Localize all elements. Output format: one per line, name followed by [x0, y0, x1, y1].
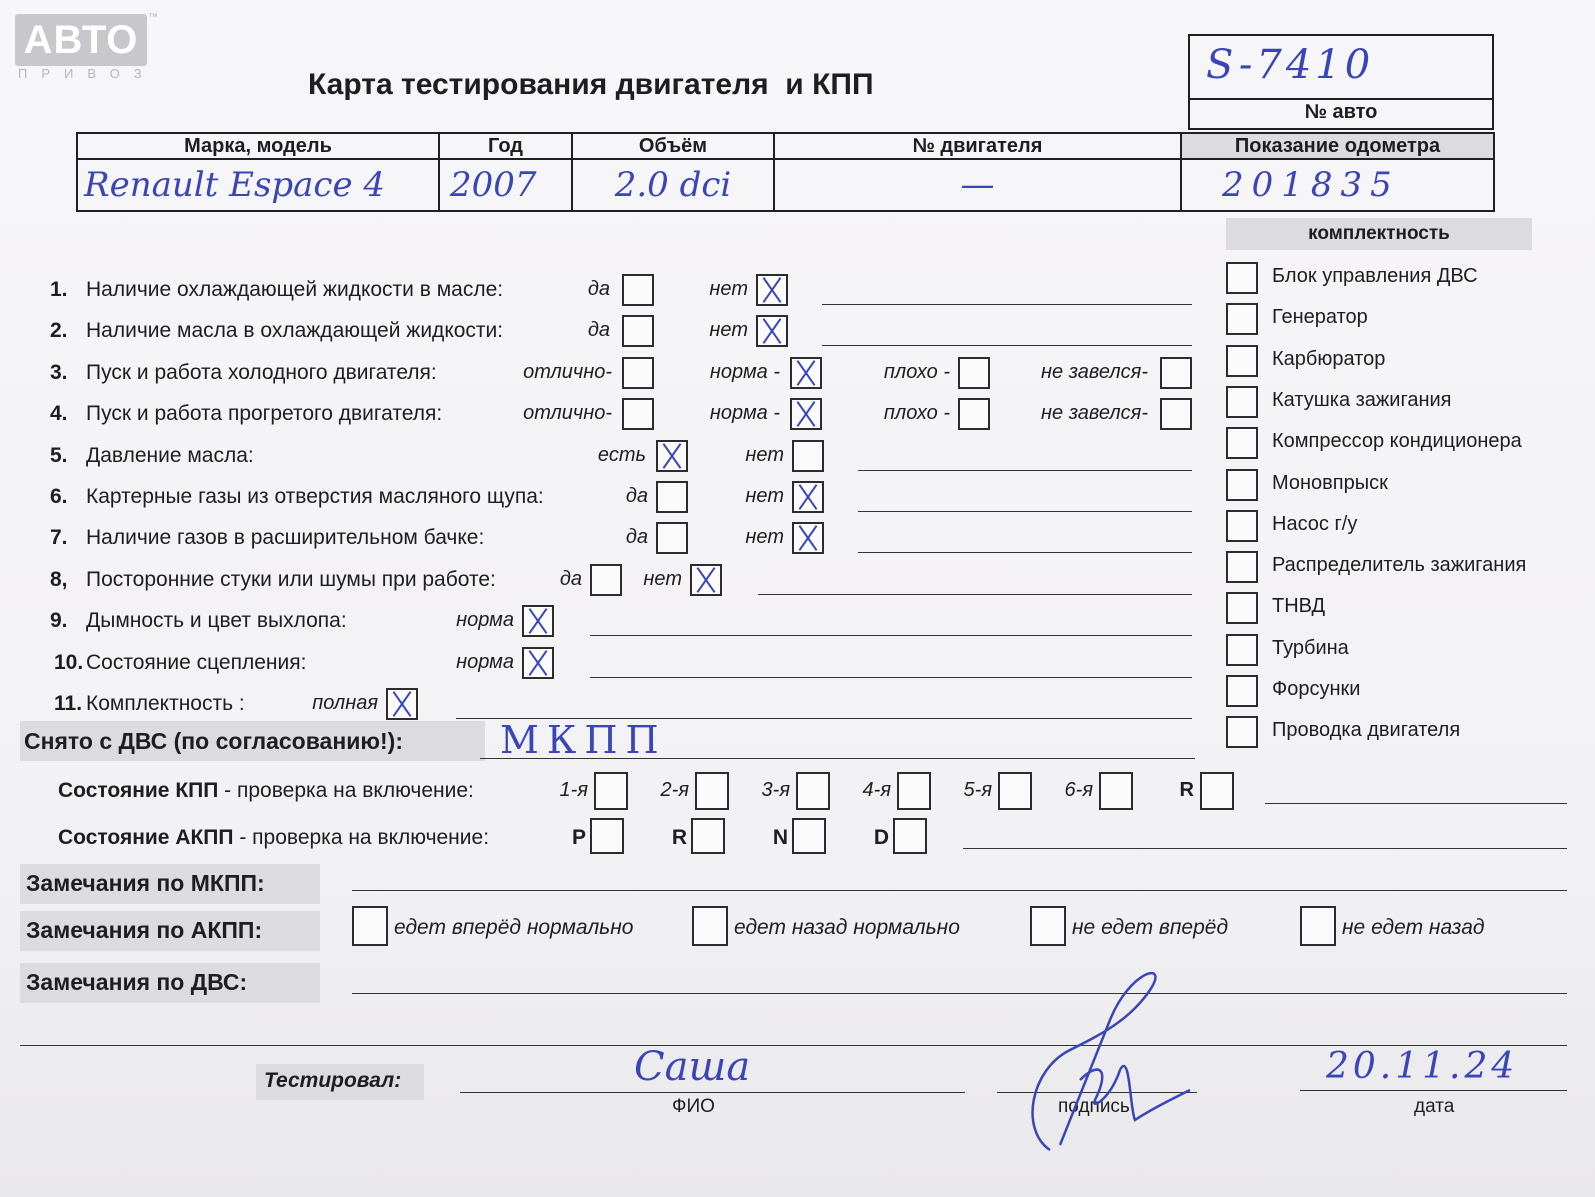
option-label: норма: [456, 609, 514, 632]
page-title: Карта тестирования двигателя и КПП: [308, 68, 874, 101]
auto-number-label: № авто: [1304, 101, 1378, 123]
vehicle-info-table: [76, 132, 1495, 212]
remarks-dvs-label: Замечания по ДВС:: [26, 969, 248, 995]
option-checkbox[interactable]: [790, 398, 822, 430]
test-date: 20.11.24: [1326, 1046, 1519, 1087]
option-label: нет: [745, 526, 784, 549]
question-number: 2.: [50, 319, 68, 343]
col-engine-no: № двигателя: [912, 134, 1043, 157]
akpp-mode-checkbox[interactable]: [893, 818, 927, 854]
option-label: плохо -: [883, 402, 950, 425]
col-odometer: Показание одометра: [1234, 134, 1441, 157]
option-checkbox[interactable]: [656, 522, 688, 554]
tested-label: Тестировал:: [264, 1069, 402, 1092]
question-text: Давление масла:: [86, 443, 254, 467]
option-label: да: [625, 526, 648, 549]
kit-item-label: Форсунки: [1272, 678, 1361, 700]
kit-item-label: Компрессор кондиционера: [1272, 430, 1522, 453]
akpp-remark-checkbox[interactable]: [692, 906, 728, 946]
option-label: отлично-: [523, 402, 612, 425]
option-checkbox[interactable]: [1160, 357, 1192, 389]
gear-checkbox[interactable]: [695, 772, 729, 810]
option-checkbox[interactable]: [756, 274, 788, 306]
kit-checkbox[interactable]: [1226, 634, 1258, 666]
year-value: 2007: [450, 165, 537, 205]
option-checkbox[interactable]: [622, 398, 654, 430]
akpp-mode-label: D: [873, 826, 889, 849]
date-caption: дата: [1414, 1096, 1455, 1117]
akpp-remark-label: едет назад нормально: [734, 916, 960, 939]
option-label: нет: [709, 319, 748, 342]
removed-label: Снято с ДВС (по согласованию!):: [24, 728, 403, 754]
question-number: 3.: [50, 360, 68, 384]
answer-line: [590, 635, 1192, 636]
option-label: да: [587, 319, 610, 342]
answer-line: [590, 677, 1192, 678]
option-checkbox[interactable]: [386, 688, 418, 720]
name-caption: ФИО: [672, 1096, 715, 1117]
option-checkbox[interactable]: [656, 481, 688, 513]
option-label: есть: [597, 443, 646, 466]
option-label: плохо -: [883, 360, 950, 383]
option-label: не завелся-: [1041, 360, 1148, 383]
logo-tm: ™: [148, 12, 158, 23]
option-checkbox[interactable]: [522, 647, 554, 679]
akpp-mode-checkbox[interactable]: [590, 818, 624, 854]
kit-checkbox[interactable]: [1226, 592, 1258, 624]
question-text: Состояние сцепления:: [86, 650, 307, 674]
option-checkbox[interactable]: [790, 357, 822, 389]
option-checkbox[interactable]: [622, 315, 654, 347]
question-number: 9.: [50, 609, 68, 633]
gear-checkbox[interactable]: [1200, 772, 1234, 810]
kit-item-label: Моновпрыск: [1272, 471, 1388, 494]
akpp-remark-label: едет вперёд нормально: [394, 916, 634, 939]
option-checkbox[interactable]: [1160, 398, 1192, 430]
akpp-mode-label: R: [671, 826, 687, 849]
option-checkbox[interactable]: [792, 440, 824, 472]
kit-item-label: Генератор: [1272, 306, 1368, 329]
logo-subtitle: ПРИВОЗ: [18, 66, 156, 81]
option-checkbox[interactable]: [958, 357, 990, 389]
question-number: 8,: [50, 567, 68, 591]
option-label: норма -: [709, 402, 780, 425]
question-number: 1.: [50, 278, 68, 301]
akpp-remark-label: не едет вперёд: [1072, 916, 1229, 939]
question-text: Пуск и работа холодного двигателя:: [86, 360, 437, 384]
engine-no-value: —: [960, 165, 995, 205]
answer-line: [858, 552, 1192, 553]
question-text: Комплектность :: [86, 692, 245, 715]
answer-line: [858, 511, 1192, 512]
question-text: Наличие масла в охлаждающей жидкости:: [86, 319, 504, 343]
kit-item-label: ТНВД: [1272, 595, 1326, 618]
model-value: Renault Espace 4: [84, 165, 386, 205]
gear-checkbox[interactable]: [796, 772, 830, 810]
answer-line: [758, 594, 1192, 595]
option-checkbox[interactable]: [622, 274, 654, 306]
auto-number-box: [1188, 34, 1494, 130]
option-checkbox[interactable]: [622, 357, 654, 389]
gear-label: 2-я: [660, 779, 689, 801]
kit-checkbox[interactable]: [1226, 675, 1258, 707]
question-number: 6.: [50, 485, 68, 508]
kit-checkbox[interactable]: [1226, 345, 1258, 377]
gear-checkbox[interactable]: [998, 772, 1032, 810]
kit-item-label: Проводка двигателя: [1272, 719, 1461, 742]
akpp-mode-checkbox[interactable]: [691, 818, 725, 854]
signature-caption: подпись: [1058, 1096, 1130, 1117]
question-text: Пуск и работа прогретого двигателя:: [86, 402, 443, 426]
question-text: Картерные газы из отверстия масляного щупа:: [86, 485, 544, 508]
kit-checkbox[interactable]: [1226, 386, 1258, 418]
question-text: Посторонние стуки или шумы при работе:: [86, 567, 496, 591]
kit-checkbox[interactable]: [1226, 551, 1258, 583]
gear-label: 1-я: [559, 779, 588, 801]
kit-item-label: Карбюратор: [1272, 347, 1386, 370]
col-volume: Объём: [638, 134, 708, 157]
answer-line: [822, 345, 1192, 346]
kpp-label: Состояние КПП - проверка на включение:: [58, 779, 474, 802]
akpp-mode-label: P: [571, 826, 586, 849]
option-checkbox[interactable]: [792, 481, 824, 513]
logo: [15, 14, 147, 66]
question-number: 4.: [50, 402, 68, 426]
question-text: Наличие охлаждающей жидкости в масле:: [86, 278, 504, 301]
option-checkbox[interactable]: [522, 605, 554, 637]
volume-value: 2.0 dci: [614, 165, 732, 205]
question-number: 7.: [50, 526, 68, 550]
kit-checkbox[interactable]: [1226, 303, 1258, 335]
option-checkbox[interactable]: [792, 522, 824, 554]
option-label: норма -: [709, 360, 780, 383]
gear-label: R: [1179, 779, 1194, 801]
question-text: Дымность и цвет выхлопа:: [86, 609, 347, 633]
option-checkbox[interactable]: [656, 440, 688, 472]
kit-item-label: Катушка зажигания: [1272, 388, 1452, 411]
akpp-mode-checkbox[interactable]: [792, 818, 826, 854]
kit-item-label: Турбина: [1272, 636, 1349, 659]
option-label: да: [587, 278, 610, 300]
col-year: Год: [488, 134, 523, 157]
gear-checkbox[interactable]: [594, 772, 628, 810]
option-checkbox[interactable]: [590, 564, 622, 596]
option-label: да: [559, 567, 582, 590]
gear-label: 4-я: [862, 779, 891, 801]
option-label: норма: [456, 650, 514, 673]
kit-item-label: Распределитель зажигания: [1272, 554, 1527, 577]
option-label: полная: [312, 692, 378, 714]
kit-checkbox[interactable]: [1226, 262, 1258, 294]
signature-scribble: [1010, 960, 1200, 1160]
gear-label: 3-я: [761, 779, 790, 801]
option-checkbox[interactable]: [756, 315, 788, 347]
kit-item-label: Блок управления ДВС: [1272, 265, 1478, 287]
option-label: не завелся-: [1041, 402, 1148, 425]
remarks-mkpp-label: Замечания по МКПП:: [26, 870, 265, 896]
kit-title: комплектность: [1226, 218, 1532, 250]
option-label: да: [625, 485, 648, 507]
option-label: отлично-: [523, 360, 612, 383]
option-label: нет: [709, 278, 748, 300]
option-label: нет: [745, 443, 784, 466]
gear-checkbox[interactable]: [1099, 772, 1133, 810]
tester-name: Саша: [634, 1044, 751, 1090]
kit-checkbox[interactable]: [1226, 469, 1258, 501]
akpp-remark-checkbox[interactable]: [352, 906, 388, 946]
answer-line: [822, 304, 1192, 305]
kit-item-label: Насос г/у: [1272, 512, 1358, 535]
option-checkbox[interactable]: [958, 398, 990, 430]
logo-text: АВТО: [23, 18, 139, 62]
removed-value: МКПП: [500, 718, 667, 762]
akpp-remark-checkbox[interactable]: [1300, 906, 1336, 946]
question-text: Наличие газов в расширительном бачке:: [86, 526, 485, 550]
remarks-akpp-label: Замечания по АКПП:: [26, 917, 263, 943]
question-number: 5.: [50, 443, 68, 467]
question-number: 11.: [54, 692, 83, 715]
kit-checkbox[interactable]: [1226, 510, 1258, 542]
answer-line: [858, 470, 1192, 471]
odometer-value: 201835: [1222, 165, 1400, 205]
option-label: нет: [643, 567, 682, 590]
akpp-remark-checkbox[interactable]: [1030, 906, 1066, 946]
gear-label: 6-я: [1064, 779, 1093, 801]
kit-checkbox[interactable]: [1226, 427, 1258, 459]
gear-checkbox[interactable]: [897, 772, 931, 810]
akpp-remark-label: не едет назад: [1342, 916, 1485, 939]
auto-number-value: S-7410: [1206, 42, 1375, 88]
option-label: нет: [745, 485, 784, 507]
option-checkbox[interactable]: [690, 564, 722, 596]
question-number: 10.: [54, 650, 84, 674]
col-model: Марка, модель: [184, 134, 332, 157]
gear-label: 5-я: [963, 779, 992, 801]
kit-checkbox[interactable]: [1226, 716, 1258, 748]
akpp-mode-label: N: [772, 826, 788, 849]
akpp-label: Состояние АКПП - проверка на включение:: [58, 826, 490, 849]
